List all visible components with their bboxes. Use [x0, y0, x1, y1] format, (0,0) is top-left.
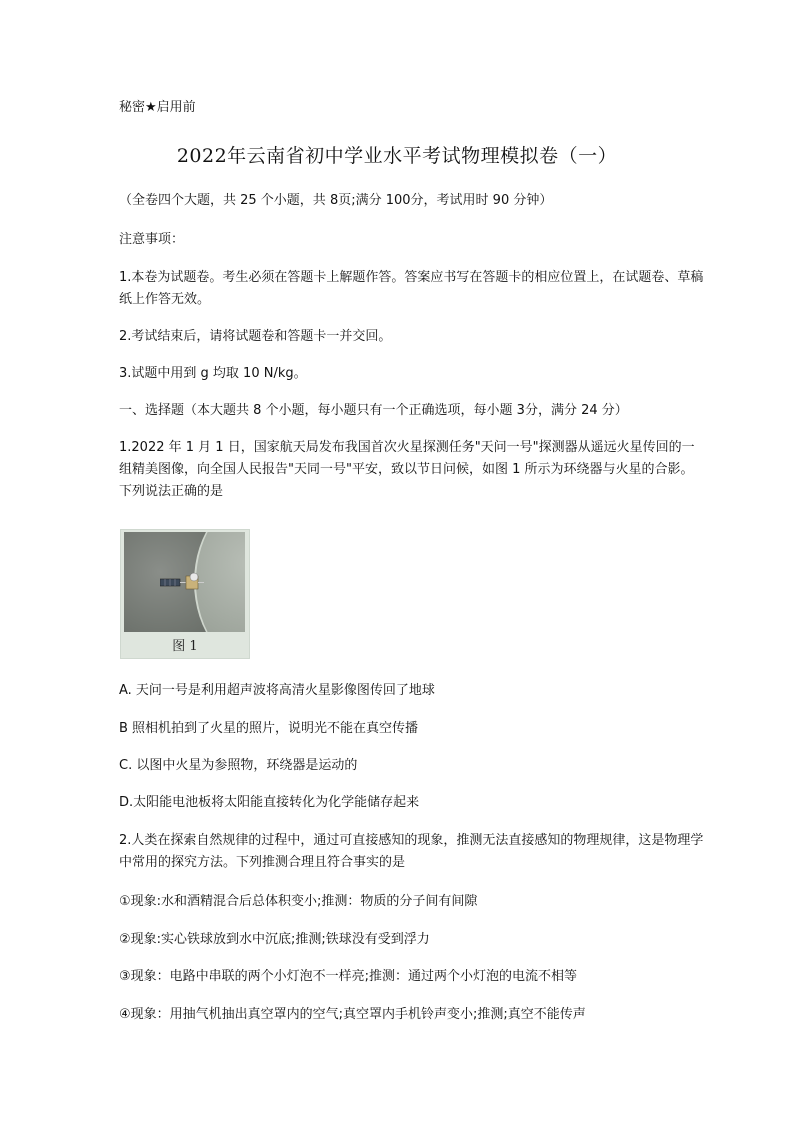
section-heading: 一、选择题（本大题共 8 个小题，每小题只有一个正确选项，每小题 3分，满分 24 分） [119, 403, 628, 418]
page-title: 2022年云南省初中学业水平考试物理模拟卷（一） [176, 145, 618, 167]
figure-1-caption: 图 1 [172, 639, 198, 654]
orbiter-probe-icon [160, 568, 220, 598]
question-1-stem: 1.2022 年 1 月 1 日，国家航天局发布我国首次火星探测任务"天问一号"探测器从遥远火星传回的一组精美图像，向全国人民报告"天同一号"平安，致以节日问候，如图 1 所示为环绕器与火星的合影。下列说法正确的是 [119, 440, 695, 499]
figure-1 [120, 529, 250, 659]
notes-heading: 注意事项： [119, 232, 185, 247]
q1-option-a: A. 天问一号是利用超声波将高清火星影像图传回了地球 [119, 683, 435, 698]
note-item-3: 3.试题中用到 g 均取 10 N/kg。 [119, 366, 307, 381]
exam-subtitle: （全卷四个大题，共 25 个小题，共 8页;满分 100分，考试用时 90 分钟） [119, 193, 553, 208]
note-item-2: 2.考试结束后，请将试题卷和答题卡一并交回。 [119, 329, 392, 344]
q1-option-b: B 照相机拍到了火星的照片，说明光不能在真空传播 [119, 721, 419, 736]
q2-item-4: ④现象：用抽气机抽出真空罩内的空气;真空罩内手机铃声变小;推测;真空不能传声 [119, 1007, 586, 1022]
q2-item-2: ②现象:实心铁球放到水中沉底;推测;铁球没有受到浮力 [119, 932, 430, 947]
secret-label: 秘密★启用前 [119, 100, 196, 115]
q1-option-c: C. 以图中火星为参照物，环绕器是运动的 [119, 758, 358, 773]
q1-option-d: D.太阳能电池板将太阳能直接转化为化学能储存起来 [119, 795, 420, 810]
question-2-stem: 2.人类在探索自然规律的过程中，通过可直接感知的现象，推测无法直接感知的物理规律，这是物理学中常用的探究方法。下列推测合理且符合事实的是 [119, 833, 704, 870]
mars-orbiter-photo [124, 532, 245, 632]
q2-item-1: ①现象:水和酒精混合后总体积变小;推测：物质的分子间有间隙 [119, 894, 478, 909]
q2-item-3: ③现象：电路中串联的两个小灯泡不一样亮;推测：通过两个小灯泡的电流不相等 [119, 969, 578, 984]
note-item-1: 1.本卷为试题卷。考生必须在答题卡上解题作答。答案应书写在答题卡的相应位置上，在试题卷、草稿纸上作答无效。 [119, 270, 704, 307]
